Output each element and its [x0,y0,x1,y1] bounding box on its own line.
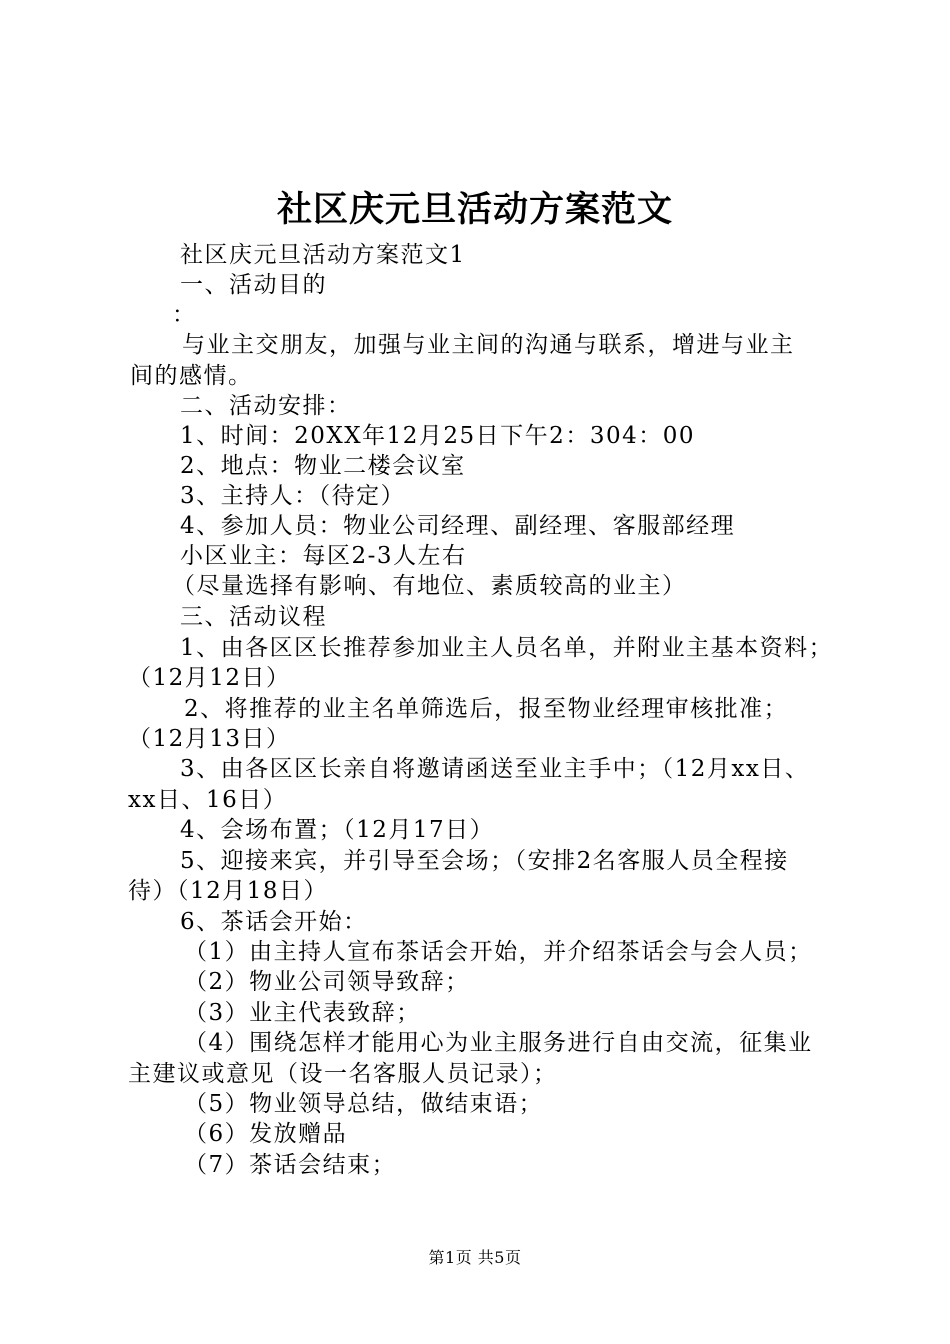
text-line: 3、由各区区长亲自将邀请函送至业主手中；（12月xx日、 [180,756,810,782]
text-line: （5）物业领导总结，做结束语； [184,1091,544,1117]
text-line: 2、将推荐的业主名单筛选后，报至物业经理审核批准； [184,696,789,722]
text-line: （1）由主持人宣布茶话会开始，并介绍茶话会与会人员； [184,939,813,965]
text-line: 三、活动议程 [180,604,327,630]
text-line: ： [172,302,197,328]
page-footer: 第1页 共5页 [428,1248,522,1267]
text-line: （12月12日） [128,665,291,691]
text-line: 小区业主：每区2-3人左右 [180,543,467,569]
text-line: 待）（12月18日） [128,878,329,904]
text-line: （12月13日） [128,726,291,752]
text-line: 一、活动目的 [180,272,327,298]
text-line: 4、参加人员：物业公司经理、副经理、客服部经理 [180,513,736,539]
text-line: 5、迎接来宾，并引导至会场；（安排2名客服人员全程接 [180,848,789,874]
text-line: 6、茶话会开始： [180,909,368,935]
text-line: 1、时间：20XX年12月25日下午2：304：00 [180,423,695,449]
text-line: 与业主交朋友，加强与业主间的沟通与联系，增进与业主 [182,332,795,358]
text-line: （尽量选择有影响、有地位、素质较高的业主） [172,573,687,599]
text-line: xx日、16日） [128,787,288,813]
text-line: 社区庆元旦活动方案范文1 [180,242,466,268]
text-line: 1、由各区区长推荐参加业主人员名单，并附业主基本资料； [180,635,834,661]
text-line: 间的感情。 [130,363,253,389]
text-line: 主建议或意见（设一名客服人员记录）； [128,1061,558,1087]
text-line: （7）茶话会结束； [184,1152,397,1178]
text-line: （4）围绕怎样才能用心为业主服务进行自由交流，征集业 [184,1030,813,1056]
text-line: （6）发放赠品 [184,1121,348,1147]
text-line: （3）业主代表致辞； [184,1000,421,1026]
text-line: 3、主持人：（待定） [180,483,406,509]
text-line: 二、活动安排： [180,393,352,419]
text-line: 2、地点：物业二楼会议室 [180,453,466,479]
document-title: 社区庆元旦活动方案范文 [276,189,673,230]
text-line: （2）物业公司领导致辞； [184,969,470,995]
text-line: 4、会场布置；（12月17日） [180,817,495,843]
